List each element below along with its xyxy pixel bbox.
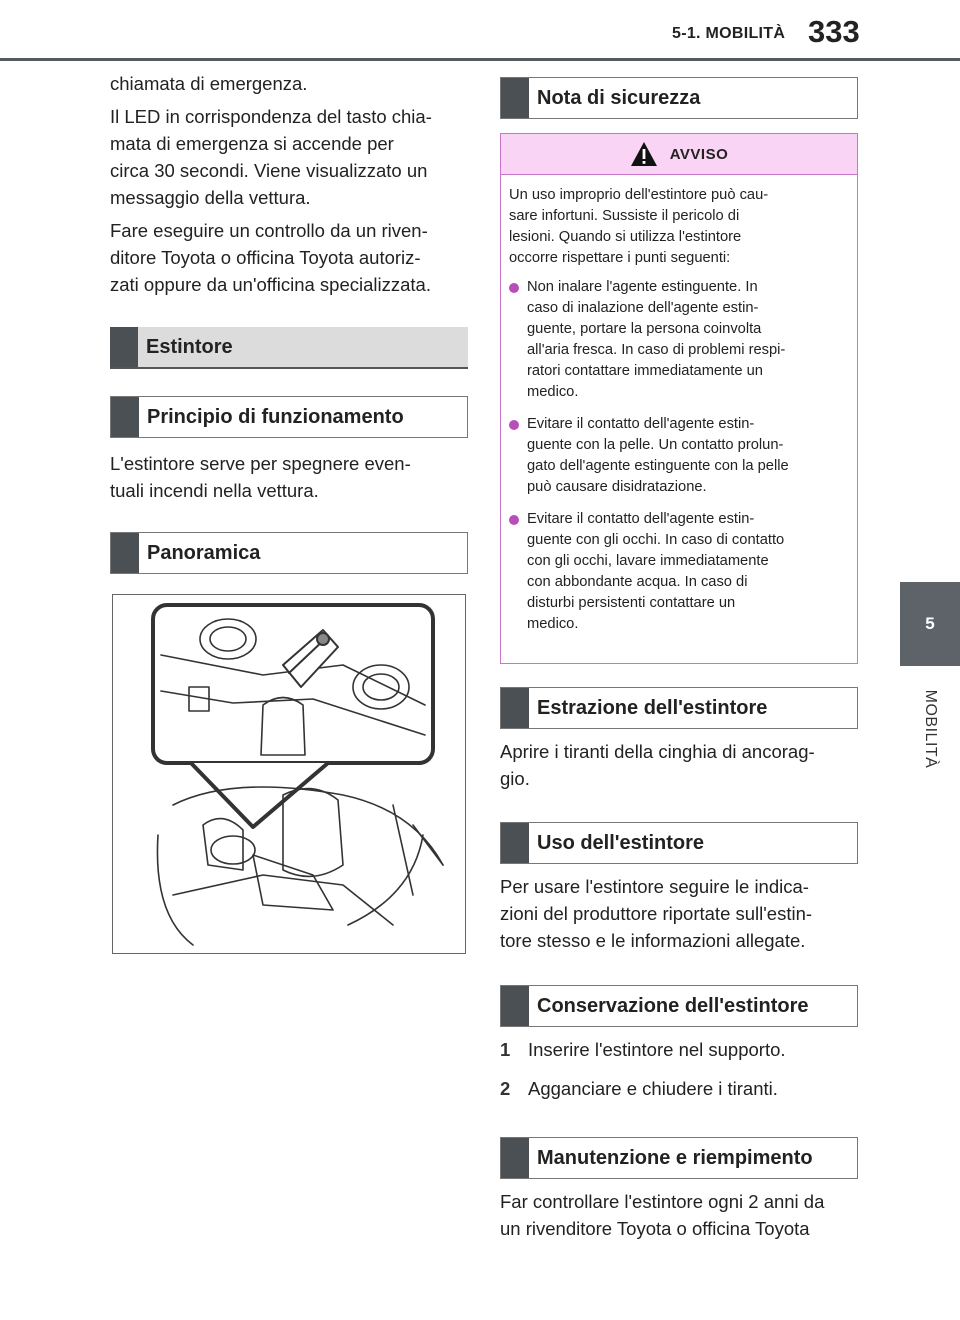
chapter-tab[interactable] (900, 582, 960, 666)
bullet-dot-icon (509, 515, 519, 525)
heading-estintore: Estintore (110, 327, 468, 369)
steps-list (500, 1036, 860, 1114)
warning-bullet: Evitare il contatto dell'agente estin- guente con gli occhi. In caso di contatto con gli occhi, lavare immediatamente con abbondante acqua. In caso di disturbi persistenti contattare un medico. (509, 509, 849, 635)
warning-triangle-icon (630, 141, 658, 167)
paragraph: Fare eseguire un controllo da un riven- ditore Toyota o officina Toyota autoriz- zati oppure da un'officina specializzata. (110, 220, 431, 295)
step-item: 2 Agganciare e chiudere i tiranti. (500, 1078, 778, 1099)
bullet-dot-icon (509, 420, 519, 430)
paragraph: Per usare l'estintore seguire le indica- zioni del produttore riportate sull'estin- tore stesso e le informazioni allegate. (500, 876, 813, 951)
warning-bullet: Non inalare l'agente estinguente. In caso di inalazione dell'agente estin- guente, portare la persona coinvolta all'aria fresca. In caso di problemi respi- ratori contattare immediatamente un medico. (509, 277, 849, 403)
heading-principio: Principio di funzionamento (110, 396, 468, 438)
warning-title: AVVISO (669, 145, 729, 163)
heading-nota-sicurezza: Nota di sicurezza (500, 77, 858, 119)
paragraph: L'estintore serve per spegnere even- tuali incendi nella vettura. (110, 453, 411, 501)
paragraph: Far controllare l'estintore ogni 2 anni da un rivenditore Toyota o officina Toyota (500, 1191, 825, 1239)
left-text-top (110, 70, 470, 298)
chapter-label: MOBILITÀ (922, 689, 939, 769)
warning-header (501, 134, 857, 175)
heading-panoramica: Panoramica (110, 532, 468, 574)
heading-uso: Uso dell'estintore (500, 822, 858, 864)
step-item: 1 Inserire l'estintore nel supporto. (500, 1039, 786, 1060)
warning-intro: Un uso improprio dell'estintore può cau- sare infortuni. Sussiste il pericolo di lesioni. Quando si utilizza l'estintore occorre rispettare i punti seguenti: (509, 187, 769, 266)
warning-box (500, 133, 858, 664)
warning-bullet: Evitare il contatto dell'agente estin- guente con la pelle. Un contatto prolun- gato dell'agente estinguente con la pelle può causare disidratazione. (509, 414, 849, 498)
paragraph: Il LED in corrispondenza del tasto chia- mata di emergenza si accende per circa 30 secondi. Viene visualizzato un messaggio della vettura. (110, 106, 432, 208)
car-interior-drawing (113, 595, 465, 953)
paragraph: Aprire i tiranti della cinghia di ancorag- gio. (500, 741, 815, 789)
page-number: 333 (808, 14, 860, 49)
section-title: 5-1. MOBILITÀ (672, 25, 786, 42)
paragraph: chiamata di emergenza. (110, 73, 308, 94)
header-rule (0, 58, 960, 61)
chapter-number: 5 (925, 614, 935, 633)
warning-body (501, 175, 857, 635)
bullet-dot-icon (509, 283, 519, 293)
heading-manutenzione: Manutenzione e riempimento (500, 1137, 858, 1179)
heading-estrazione: Estrazione dell'estintore (500, 687, 858, 729)
heading-conservazione: Conservazione dell'estintore (500, 985, 858, 1027)
extinguisher-location-illustration (112, 594, 466, 954)
